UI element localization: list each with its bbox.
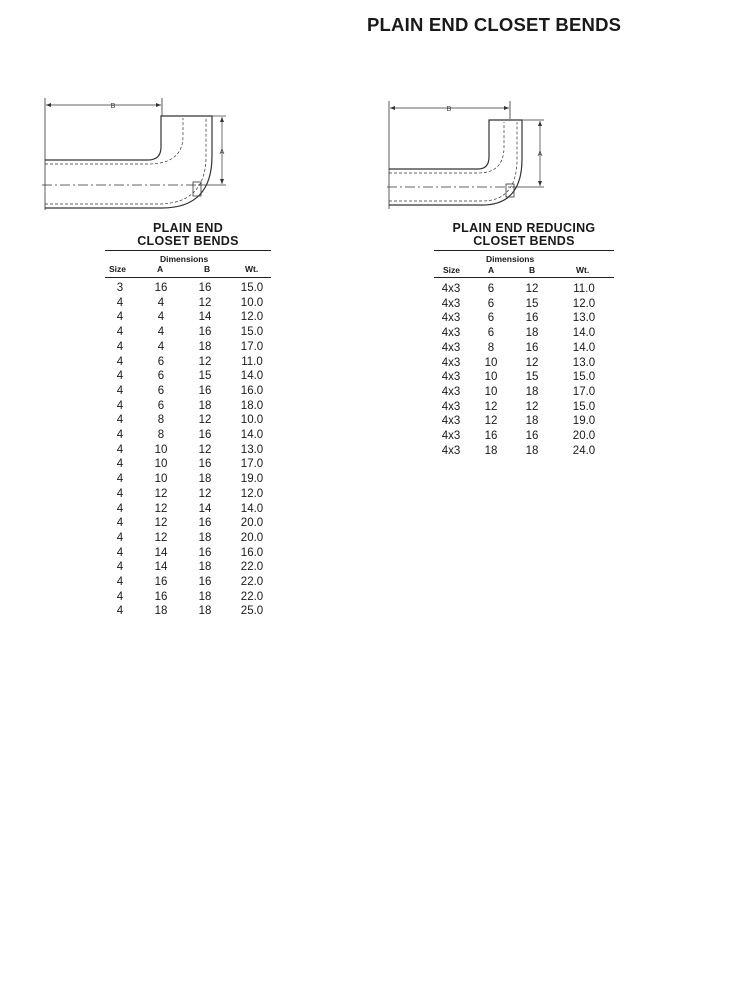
table-title-line1: PLAIN END REDUCING <box>452 221 596 235</box>
cell-a: 10 <box>154 443 168 456</box>
cell-b: 12 <box>198 443 212 456</box>
cell-size: 4x3 <box>441 341 461 354</box>
cell-size: 4x3 <box>441 400 461 413</box>
cell-weight: 18.0 <box>240 399 264 412</box>
cell-a: 12 <box>154 487 168 500</box>
header-rule <box>434 277 614 278</box>
cell-weight: 15.0 <box>240 282 264 294</box>
column-header-a: A <box>488 265 495 275</box>
table-row <box>105 414 271 429</box>
cell-weight: 24.0 <box>572 444 596 457</box>
cell-size: 4x3 <box>441 430 461 442</box>
cell-b: 15 <box>198 370 212 383</box>
cell-size: 4x3 <box>441 312 461 325</box>
table-row <box>434 357 614 372</box>
cell-weight: 17.0 <box>240 458 264 471</box>
cell-size: 4x3 <box>441 283 461 295</box>
table-row <box>434 298 614 313</box>
cell-b: 16 <box>198 576 212 588</box>
cell-weight: 22.0 <box>240 590 264 603</box>
cell-size: 4x3 <box>441 356 461 369</box>
table-row <box>105 444 271 459</box>
cell-b: 14 <box>198 311 212 324</box>
cell-b: 12 <box>525 356 539 369</box>
cell-a: 14 <box>154 546 168 559</box>
cell-b: 18 <box>525 415 539 428</box>
cell-weight: 12.0 <box>572 297 596 310</box>
cell-a: 10 <box>484 385 498 398</box>
cell-weight: 17.0 <box>572 385 596 398</box>
cell-weight: 11.0 <box>241 355 263 368</box>
cell-weight: 20.0 <box>240 531 264 544</box>
cell-a: 4 <box>157 340 165 353</box>
table-row <box>105 429 271 444</box>
table-row <box>434 312 614 327</box>
table-row <box>105 547 271 562</box>
table-row <box>434 401 614 416</box>
cell-a: 6 <box>487 312 495 325</box>
cell-weight: 13.0 <box>572 312 596 325</box>
table-row <box>105 561 271 576</box>
table-row <box>105 326 271 341</box>
cell-b: 16 <box>198 546 212 559</box>
table-row <box>105 517 271 532</box>
cell-size: 4 <box>116 590 124 603</box>
cell-weight: 14.0 <box>240 429 264 441</box>
cell-b: 18 <box>198 340 212 353</box>
column-header-b: B <box>204 264 211 274</box>
cell-a: 16 <box>154 282 168 294</box>
cell-size: 4x3 <box>441 415 461 428</box>
cell-b: 18 <box>198 605 212 618</box>
cell-a: 18 <box>154 605 168 618</box>
cell-a: 12 <box>154 517 168 530</box>
cell-weight: 10.0 <box>240 414 264 427</box>
cell-weight: 12.0 <box>240 487 264 500</box>
column-header-weight: Wt. <box>245 264 259 274</box>
cell-b: 12 <box>198 487 212 500</box>
cell-size: 4 <box>116 414 124 427</box>
cell-a: 6 <box>157 370 165 383</box>
cell-weight: 15.0 <box>572 400 596 413</box>
cell-size: 4x3 <box>441 385 461 398</box>
cell-weight: 22.0 <box>240 576 264 588</box>
cell-size: 4 <box>116 605 124 618</box>
cell-b: 12 <box>198 355 212 368</box>
table-row <box>434 342 614 357</box>
table-title-line2: CLOSET BENDS <box>473 234 575 248</box>
cell-size: 4 <box>116 340 124 353</box>
reducing-closet-bend-drawing <box>386 99 556 211</box>
cell-b: 16 <box>525 430 539 442</box>
cell-b: 16 <box>198 384 212 397</box>
table-row <box>105 532 271 547</box>
cell-a: 10 <box>484 356 498 369</box>
cell-size: 4 <box>116 355 124 368</box>
table-body <box>105 282 271 620</box>
cell-b: 12 <box>198 296 212 309</box>
cell-size: 4 <box>116 502 124 515</box>
reducing-closet-bend-diagram <box>386 99 556 211</box>
cell-b: 18 <box>525 385 539 398</box>
cell-weight: 14.0 <box>572 341 596 354</box>
table-row <box>105 282 271 297</box>
table-row <box>105 591 271 606</box>
cell-size: 4 <box>116 473 124 486</box>
dimensions-header: Dimensions <box>160 254 209 264</box>
cell-a: 16 <box>154 590 168 603</box>
cell-weight: 13.0 <box>572 356 596 369</box>
cell-a: 6 <box>487 327 495 340</box>
column-header-b: B <box>529 265 536 275</box>
page-title: PLAIN END CLOSET BENDS <box>367 14 622 35</box>
table-row <box>434 371 614 386</box>
cell-b: 16 <box>198 517 212 530</box>
cell-a: 14 <box>154 561 168 574</box>
cell-b: 18 <box>198 531 212 544</box>
cell-b: 16 <box>198 326 212 339</box>
table-row <box>105 576 271 591</box>
cell-size: 4 <box>116 443 124 456</box>
cell-weight: 15.0 <box>572 371 596 384</box>
cell-a: 4 <box>157 311 165 324</box>
cell-a: 6 <box>157 384 165 397</box>
cell-b: 18 <box>525 327 539 340</box>
cell-a: 8 <box>157 414 165 427</box>
cell-a: 18 <box>484 444 498 457</box>
cell-size: 4 <box>116 458 124 471</box>
cell-a: 6 <box>157 399 165 412</box>
column-header-size: Size <box>109 264 127 274</box>
cell-weight: 19.0 <box>572 415 596 428</box>
table-row <box>105 605 271 620</box>
cell-size: 4 <box>116 487 124 500</box>
header-rule <box>105 277 271 278</box>
cell-size: 4x3 <box>441 327 461 340</box>
cell-a: 4 <box>157 296 165 309</box>
cell-b: 16 <box>198 282 212 294</box>
cell-size: 4 <box>116 531 124 544</box>
cell-weight: 14.0 <box>240 502 264 515</box>
cell-weight: 16.0 <box>240 546 264 559</box>
table-body <box>434 283 614 459</box>
cell-b: 18 <box>198 561 212 574</box>
cell-a: 10 <box>484 371 498 384</box>
cell-a: 12 <box>484 415 498 428</box>
cell-b: 12 <box>525 400 539 413</box>
dimension-a-label: A <box>219 149 225 156</box>
column-header-weight: Wt. <box>576 265 590 275</box>
cell-weight: 16.0 <box>240 384 264 397</box>
column-header-a: A <box>157 264 164 274</box>
cell-b: 12 <box>198 414 212 427</box>
cell-b: 18 <box>198 590 212 603</box>
cell-a: 4 <box>157 326 165 339</box>
cell-size: 4 <box>116 546 124 559</box>
cell-b: 18 <box>198 399 212 412</box>
cell-weight: 20.0 <box>572 430 596 442</box>
cell-size: 3 <box>116 282 124 294</box>
table-row <box>434 415 614 430</box>
cell-a: 10 <box>154 473 168 486</box>
cell-size: 4 <box>116 429 124 441</box>
cell-a: 16 <box>154 576 168 588</box>
dimension-b-label: B <box>110 103 116 110</box>
cell-b: 16 <box>525 312 539 325</box>
table-row <box>105 400 271 415</box>
cell-b: 16 <box>198 458 212 471</box>
cell-b: 14 <box>198 502 212 515</box>
table-row <box>434 386 614 401</box>
cell-weight: 19.0 <box>240 473 264 486</box>
cell-a: 6 <box>487 283 495 295</box>
table-row <box>434 283 614 298</box>
table-row <box>434 327 614 342</box>
table-title-line2: CLOSET BENDS <box>137 234 239 248</box>
cell-b: 18 <box>198 473 212 486</box>
cell-weight: 15.0 <box>240 326 264 339</box>
cell-a: 6 <box>487 297 495 310</box>
cell-b: 18 <box>525 444 539 457</box>
cell-size: 4 <box>116 311 124 324</box>
cell-size: 4 <box>116 370 124 383</box>
cell-size: 4x3 <box>441 297 461 310</box>
table-row <box>105 356 271 371</box>
table-row <box>434 430 614 445</box>
cell-a: 8 <box>487 341 495 354</box>
cell-b: 12 <box>525 283 539 295</box>
cell-b: 16 <box>198 429 212 441</box>
cell-size: 4x3 <box>441 371 461 384</box>
cell-weight: 13.0 <box>240 443 264 456</box>
table-row <box>105 473 271 488</box>
cell-size: 4 <box>116 517 124 530</box>
cell-weight: 22.0 <box>240 561 264 574</box>
cell-a: 8 <box>157 429 165 441</box>
column-header-size: Size <box>443 265 461 275</box>
table-row <box>434 445 614 460</box>
cell-size: 4 <box>116 561 124 574</box>
cell-size: 4x3 <box>441 444 461 457</box>
cell-weight: 20.0 <box>240 517 264 530</box>
cell-a: 12 <box>484 400 498 413</box>
cell-a: 10 <box>154 458 168 471</box>
table-row <box>105 488 271 503</box>
table-row <box>105 341 271 356</box>
table-row <box>105 297 271 312</box>
cell-weight: 10.0 <box>240 296 264 309</box>
cell-weight: 12.0 <box>240 311 264 324</box>
cell-weight: 25.0 <box>240 605 264 618</box>
cell-b: 16 <box>525 341 539 354</box>
cell-weight: 11.0 <box>573 283 595 295</box>
table-row <box>105 458 271 473</box>
closet-bends-table <box>105 222 271 620</box>
cell-weight: 14.0 <box>240 370 264 383</box>
closet-bend-drawing <box>40 96 240 214</box>
table-row <box>105 385 271 400</box>
cell-size: 4 <box>116 399 124 412</box>
reducing-closet-bends-table <box>434 222 614 459</box>
cell-a: 12 <box>154 502 168 515</box>
cell-a: 12 <box>154 531 168 544</box>
dimension-b-label: B <box>446 106 452 113</box>
cell-a: 6 <box>157 355 165 368</box>
closet-bend-diagram <box>40 96 240 214</box>
dimension-a-label: A <box>537 151 543 158</box>
cell-b: 15 <box>525 371 539 384</box>
table-row <box>105 370 271 385</box>
table-row <box>105 311 271 326</box>
cell-b: 15 <box>525 297 539 310</box>
cell-size: 4 <box>116 326 124 339</box>
table-title-line1: PLAIN END <box>152 221 224 235</box>
cell-weight: 17.0 <box>240 340 264 353</box>
dimensions-header: Dimensions <box>486 254 535 264</box>
cell-size: 4 <box>116 296 124 309</box>
cell-size: 4 <box>116 384 124 397</box>
table-row <box>105 503 271 518</box>
cell-size: 4 <box>116 576 124 588</box>
cell-a: 16 <box>484 430 498 442</box>
cell-weight: 14.0 <box>572 327 596 340</box>
